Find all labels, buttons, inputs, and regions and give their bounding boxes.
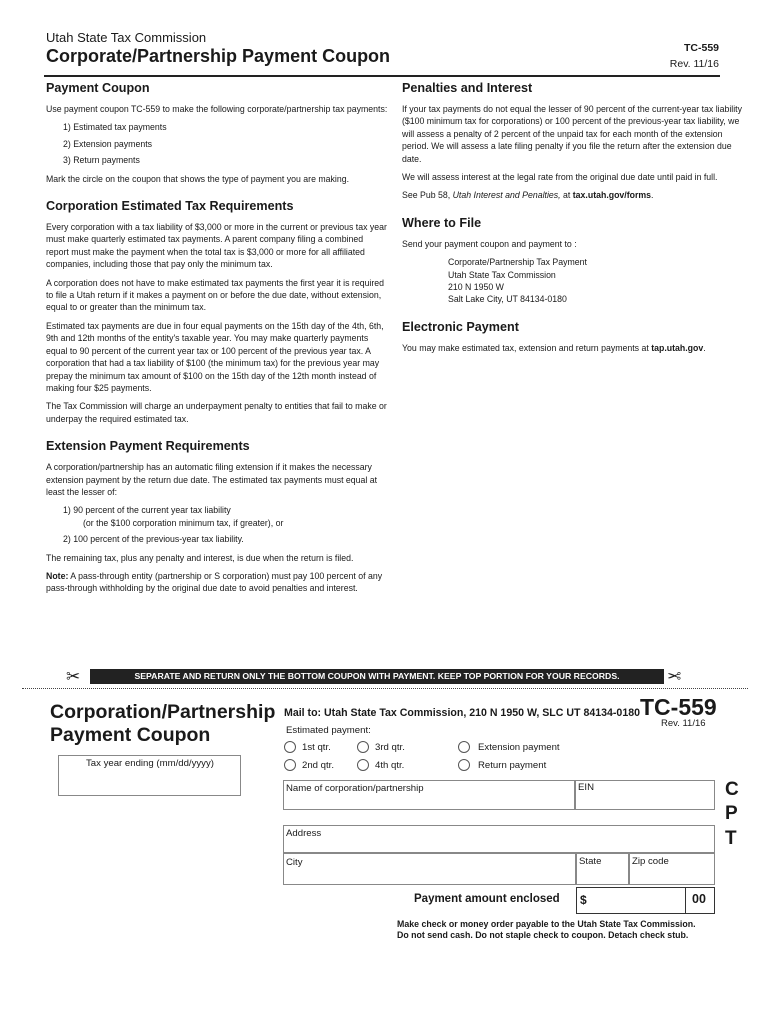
note-text: A pass-through entity (partnership or S corporation) must pay 100 percent of any pass-through withholding by the original due date to avoid penalties and interest. [46, 570, 383, 594]
payment-type-list [46, 121, 388, 166]
radio-label: 4th qtr. [375, 760, 405, 771]
estimated-payment-label: Estimated payment: [286, 725, 371, 736]
list-item: 2) Extension payments [63, 138, 153, 149]
payment-coupon-intro: Use payment coupon TC-559 to make the following corporate/partnership tax payments: [46, 104, 388, 114]
field-label: Zip code [632, 856, 669, 867]
estimated-paragraph-4: The Tax Commission will charge an underpayment penalty to entities that fail to make or underpay the required estimated tax. [46, 401, 387, 424]
instructions-left-column [46, 81, 388, 601]
address-line: 210 N 1950 W [448, 282, 504, 293]
penalties-pub-reference [402, 189, 742, 201]
radio-label: Extension payment [478, 742, 560, 753]
field-label: State [579, 856, 602, 867]
ein-field[interactable] [575, 780, 715, 810]
coupon-form-number: TC-559 [640, 694, 717, 720]
city-field[interactable] [283, 853, 576, 885]
coupon-title-line-2: Payment Coupon [50, 723, 211, 746]
separator-banner: SEPARATE AND RETURN ONLY THE BOTTOM COUPON WITH PAYMENT. KEEP TOP PORTION FOR YOUR RECORDS. [90, 669, 664, 684]
field-label: Name of corporation/partnership [286, 783, 424, 794]
cents-divider [685, 887, 686, 914]
where-to-file-intro: Send your payment coupon and payment to : [402, 238, 577, 249]
coupon-title-line-1: Corporation/Partnership [50, 701, 276, 723]
field-label: EIN [578, 782, 594, 793]
payment-coupon-heading: Payment Coupon [46, 81, 150, 95]
cpt-code-letter: T [725, 828, 737, 849]
extension-paragraph-1: A corporation/partnership has an automatic filing extension if it makes the necessary extension payment by the return due date. The estimated tax payments must equal at least the lesser of: [46, 462, 378, 497]
address-line: Salt Lake City, UT 84134-0180 [448, 294, 567, 305]
no-cash-note: Do not send cash. Do not staple check to coupon. Detach check stub. [397, 930, 689, 940]
address-line: Utah State Tax Commission [448, 269, 556, 280]
header-divider [44, 75, 720, 77]
dollar-sign: $ [580, 893, 587, 907]
pub-ref-title: Utah Interest and Penalties, [452, 190, 561, 201]
payment-amount-label: Payment amount enclosed [414, 893, 560, 905]
electronic-payment-heading: Electronic Payment [402, 319, 519, 334]
cpt-code-letter: C [725, 779, 739, 800]
tap-link[interactable]: tap.utah.gov [651, 342, 704, 353]
scissors-icon: ✂ [66, 667, 81, 686]
forms-link[interactable]: tax.utah.gov/forms [572, 190, 652, 201]
agency-name: Utah State Tax Commission [46, 30, 207, 45]
list-item-continuation: (or the $100 corporation minimum tax, if greater), or [83, 517, 284, 528]
list-item: 1) Estimated tax payments [63, 122, 167, 133]
pass-through-note [46, 570, 388, 595]
mail-to-address: Mail to: Utah State Tax Commission, 210 N 1950 W, SLC UT 84134-0180 [284, 707, 640, 719]
radio-extension-payment[interactable] [458, 741, 470, 753]
payable-note: Make check or money order payable to the Utah State Tax Commission. [397, 919, 696, 929]
radio-return-payment[interactable] [458, 759, 470, 771]
extension-paragraph-2: The remaining tax, plus any penalty and interest, is due when the return is filed. [46, 552, 354, 563]
coupon-title [50, 701, 275, 746]
scissors-icon: ✂ [667, 667, 682, 686]
extension-list [63, 504, 388, 545]
estimated-paragraph-1: Every corporation with a tax liability of $3,000 or more in the current or previous tax year must make quarterly estimated tax payments. A parent company filing a combined report must make the payment when the total tax is $3,000 or more for all affiliated companies, including those that pay only the minimum tax. [46, 222, 387, 270]
cut-line [22, 688, 748, 689]
where-to-file-heading: Where to File [402, 215, 482, 230]
cents-value: 00 [692, 892, 706, 906]
estimated-tax-heading: Corporation Estimated Tax Requirements [46, 199, 294, 214]
pub-ref-mid: at [560, 190, 573, 201]
tax-year-label: Tax year ending (mm/dd/yyyy) [86, 758, 214, 769]
field-label: Address [286, 828, 322, 839]
electronic-payment-text [402, 342, 742, 354]
page-title: Corporate/Partnership Payment Coupon [46, 46, 391, 66]
address-line: Corporate/Partnership Tax Payment [448, 257, 587, 268]
estimated-paragraph-2: A corporation does not have to make estimated tax payments the first year it is required to file a Utah return if it makes a payment on or before the due date, without extension, equal to or greater than the minimum tax. [46, 277, 385, 313]
list-item: 2) 100 percent of the previous-year tax liability. [63, 534, 244, 545]
address-field[interactable] [283, 825, 715, 853]
form-revision: Rev. 11/16 [669, 58, 719, 70]
instructions-right-column [402, 81, 742, 360]
form-number: TC-559 [683, 42, 719, 54]
mark-circle-note: Mark the circle on the coupon that shows the type of payment you are making. [46, 173, 350, 184]
radio-label: Return payment [478, 760, 547, 771]
electronic-end: . [703, 342, 706, 353]
coupon-revision: Rev. 11/16 [661, 718, 706, 729]
radio-2nd-qtr[interactable] [284, 759, 296, 771]
pub-ref-end: . [651, 190, 654, 201]
estimated-paragraph-3: Estimated tax payments are due in four equal payments on the 15th day of the 4th, 6th, 9th and 12th months of the entity's taxable year. You may make quarterly payments equal to 90 percent of the current year tax or 100 percent of the previous year tax. A corporation that had a tax liability of $100 (the minimum tax) for the previous year may prepay the minimum tax amount of $100 on the 15th day of the 12th month instead of making four $25 payments. [46, 320, 384, 393]
penalties-paragraph-2: We will assess interest at the legal rate from the original due date until paid in full. [402, 172, 718, 183]
radio-3rd-qtr[interactable] [357, 741, 369, 753]
extension-heading: Extension Payment Requirements [46, 439, 250, 454]
radio-4th-qtr[interactable] [357, 759, 369, 771]
electronic-text: You may make estimated tax, extension and return payments at [402, 342, 652, 353]
note-label: Note: [46, 570, 69, 581]
penalties-heading: Penalties and Interest [402, 81, 533, 95]
list-item: 1) 90 percent of the current year tax liability [63, 505, 231, 516]
pub-ref-prefix: See Pub 58, [402, 190, 453, 201]
list-item: 3) Return payments [63, 155, 140, 166]
field-label: City [286, 857, 303, 868]
radio-1st-qtr[interactable] [284, 741, 296, 753]
radio-label: 1st qtr. [302, 742, 331, 753]
cpt-code-letter: P [725, 803, 738, 824]
radio-label: 2nd qtr. [302, 760, 335, 771]
penalties-paragraph-1: If your tax payments do not equal the lesser of 90 percent of the current-year tax liability ($100 minimum tax for corporations) or 100 percent of the previous-year tax liability, we will assess a penalty of 2 percent of the unpaid tax for each month of the extension period. We will assess a late filing penalty if you file the return after the extension due date. [402, 104, 742, 164]
radio-label: 3rd qtr. [375, 742, 405, 753]
mailing-address [448, 256, 742, 306]
